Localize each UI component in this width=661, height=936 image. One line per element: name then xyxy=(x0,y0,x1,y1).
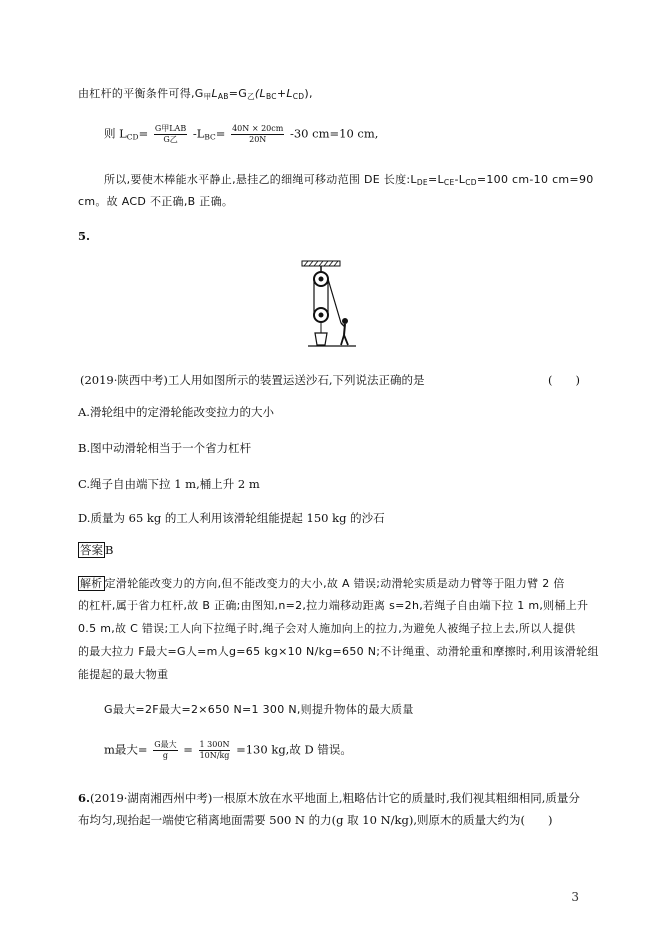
question-number-6: 6. xyxy=(78,791,91,805)
fraction-numeric: $\frac{40N \times 20cm}{20N}$ xyxy=(232,124,284,144)
calc-line-1: G最大=2F最大=2×650 N=1 300 N,则提升物体的最大质量 xyxy=(104,703,414,716)
option-b: B.图中动滑轮相当于一个省力杠杆 xyxy=(78,441,252,455)
calc-line-2: m最大= $\frac{\text{G最大}}{g}$ = $\frac{1 300N}{10N/kg}$ =130 kg,故 D 错误。 xyxy=(104,740,352,760)
analysis-line-3: 0.5 m,故 C 错误;工人向下拉绳子时,绳子会对人施加向上的拉力,为避免人被绳子拉上去,所以人提供 xyxy=(78,622,576,635)
question-6-line-2: 布均匀,现抬起一端使它稍离地面需要 500 N 的力(g 取 10 N/kg),则原木的质量大约为( ) xyxy=(78,813,553,827)
analysis-line-5: 能提起的最大物重 xyxy=(78,668,169,681)
analysis-line-2: 的杠杆,属于省力杠杆,故 B 正确;由图知,n=2,拉力端移动距离 s=2h,若绳子自由端下拉 1 m,则桶上升 xyxy=(78,599,589,612)
answer-label: 答案 xyxy=(80,543,103,557)
de-range-line: 所以,要使木棒能水平静止,悬挂乙的细绳可移动范围 DE 长度$:L_{DE}=L_{CE}-L_{CD}=100$ cm-10 cm=90 xyxy=(104,173,594,187)
question-number-5: 5. xyxy=(78,229,91,243)
question-5-stem: (2019·陕西中考)工人用如图所示的装置运送沙石,下列说法正确的是 xyxy=(80,373,425,387)
analysis-line-4: 的最大拉力 F最大=G人=m人g=65 kg×10 N/kg=650 N;不计绳重、动滑轮重和摩擦时,利用该滑轮组 xyxy=(78,645,599,658)
conclusion-line: cm。故 ACD 不正确,B 正确。 xyxy=(78,195,234,208)
analysis-line-1: 解析 定滑轮能改变力的方向,但不能改变力的大小,故 A 错误;动滑轮实质是动力臂等于阻力臂 2 倍 xyxy=(80,577,565,590)
pulley-figure xyxy=(296,257,358,349)
analysis-label: 解析 xyxy=(80,577,103,590)
lcd-formula-line: 则 $L_{CD}=$ $\frac{\text{G甲LAB}}{\text{G乙}}$ $-L_{BC}=$ $\frac{40N \times 20cm}{20N}$ -30 cm=10 cm, xyxy=(104,124,379,144)
option-d: D.质量为 65 kg 的工人利用该滑轮组能提起 150 kg 的沙石 xyxy=(78,511,385,525)
balance-condition-line: 由杠杆的平衡条件可得$,G_甲L_{AB}=G_乙(L_{BC}+L_{CD})$, xyxy=(78,87,313,101)
question-6-line-1: 6.(2019·湖南湘西州中考)一根原木放在水平地面上,粗略估计它的质量时,我们视其粗细相同,质量分 xyxy=(78,791,580,805)
fraction-g-ratio: $\frac{\text{G甲LAB}}{\text{G乙}}$ xyxy=(154,124,187,144)
answer-value: B xyxy=(105,543,114,557)
option-c: C.绳子自由端下拉 1 m,桶上升 2 m xyxy=(78,477,260,491)
answer-line xyxy=(78,542,113,558)
page-number: 3 xyxy=(571,890,579,904)
fraction-gmax-g: $\frac{\text{G最大}}{g}$ xyxy=(154,740,177,760)
fraction-1300-10: $\frac{1 300N}{10N/kg}$ xyxy=(199,740,230,760)
answer-blank-5: ( ) xyxy=(548,373,580,387)
option-a: A.滑轮组中的定滑轮能改变拉力的大小 xyxy=(78,405,274,419)
